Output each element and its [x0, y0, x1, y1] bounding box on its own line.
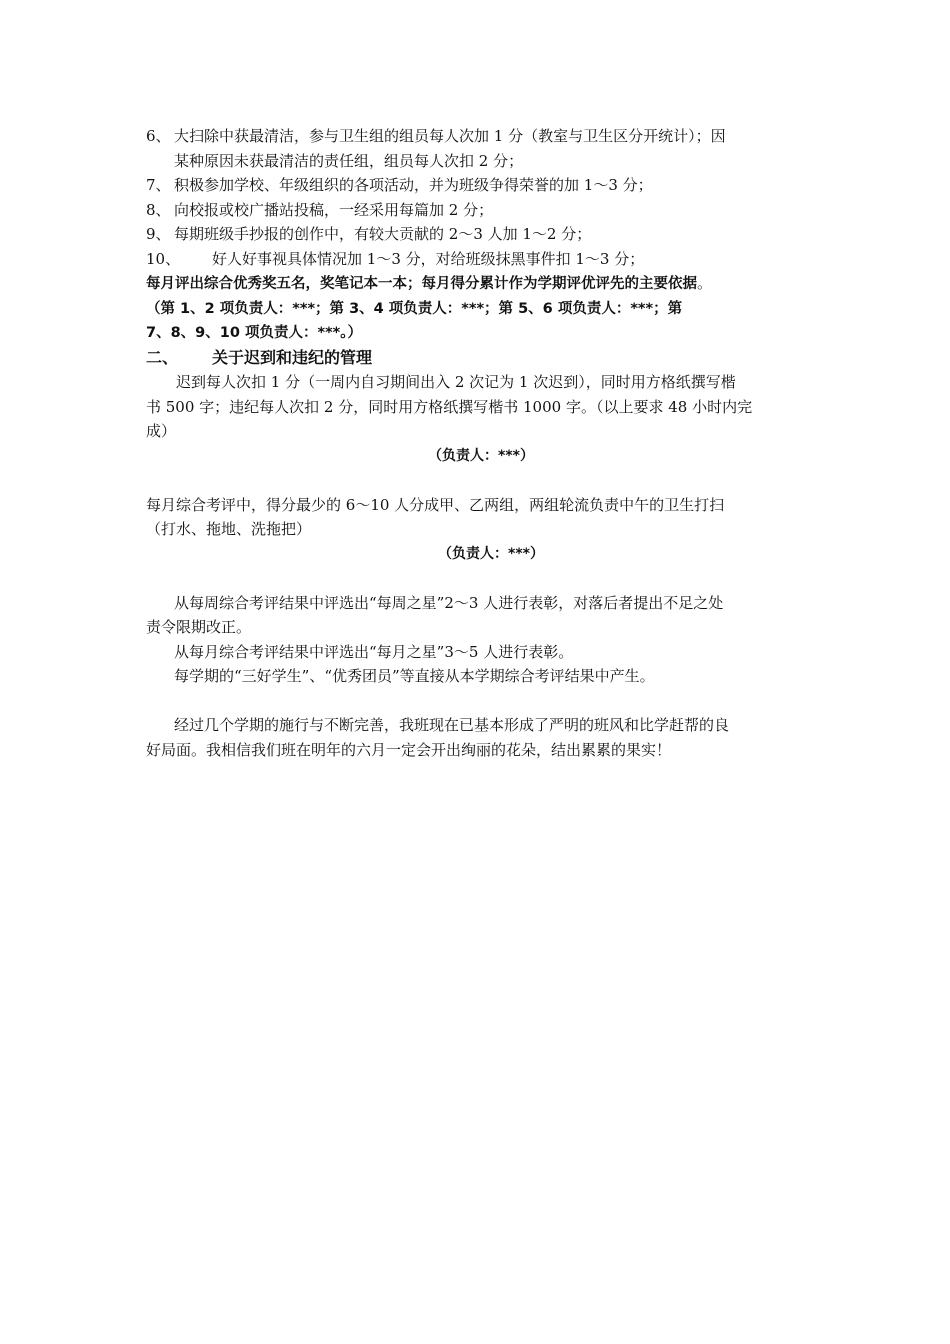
item-number: 7、	[146, 176, 171, 194]
late-paragraph-line-2: 书 500 字；违纪每人次扣 2 分，同时用方格纸撰写楷书 1000 字。（以上要求 48 小时内完	[146, 397, 753, 416]
spacer	[146, 689, 806, 714]
item-text: 积极参加学校、年级组织的各项活动，并为班级争得荣誉的加 1～3 分；	[174, 176, 653, 194]
list-item-10	[146, 247, 806, 272]
list-item-7	[146, 173, 806, 198]
closing-line-1: 经过几个学期的施行与不断完善，我班现在已基本形成了严明的班风和比学赶帮的良	[174, 716, 730, 734]
month-star-line: 从每月综合考评结果中评选出“每月之星”3～5 人进行表彰。	[174, 642, 574, 661]
list-item-9	[146, 222, 806, 247]
responsible-line-2: 7、8、9、10 项负责人：***。）	[146, 325, 362, 341]
semester-line: 每学期的“三好学生”、“优秀团员”等直接从本学期综合考评结果中产生。	[174, 667, 655, 685]
item-text: 大扫除中获最清洁，参与卫生组的组员每人次加 1 分（教室与卫生区分开统计）；因	[174, 127, 726, 145]
week-star-line-2: 责令限期改正。	[146, 618, 252, 636]
section-number: 二、	[146, 347, 179, 367]
late-paragraph-line-1: 迟到每人次扣 1 分（一周内自习期间出入 2 次记为 1 次迟到），同时用方格纸撰写楷	[176, 373, 736, 391]
item-number: 6、	[146, 127, 171, 145]
spacer	[146, 468, 806, 493]
award-text: 每月评出综合优秀奖五名，奖笔记本一本；每月得分累计作为学期评优评先的主要依据	[146, 276, 697, 292]
closing-line-2: 好局面。我相信我们班在明年的六月一定会开出绚丽的花朵，结出累累的果实！	[146, 740, 672, 759]
cleaning-paragraph-line-2: （打水、拖地、洗拖把）	[146, 520, 312, 538]
responsible-note-1: （负责人：***）	[428, 447, 534, 464]
item-number: 9、	[146, 225, 171, 243]
responsible-line-1: （第 1、2 项负责人：***；第 3、4 项负责人：***；第 5、6 项负责人：***；第	[146, 300, 683, 317]
item-number: 10、	[146, 249, 181, 268]
item-continuation: 某种原因未获最清洁的责任组，组员每人次扣 2 分；	[174, 151, 524, 170]
late-paragraph-line-3: 成）	[146, 422, 177, 440]
item-number: 8、	[146, 200, 171, 219]
award-end: 。	[697, 274, 713, 292]
responsible-note-2: （负责人：***）	[438, 545, 544, 562]
item-text: 向校报或校广播站投稿，一经采用每篇加 2 分；	[174, 200, 494, 219]
spacer	[146, 566, 806, 591]
list-item-6	[146, 124, 806, 149]
item-text: 好人好事视具体情况加 1～3 分，对给班级抹黑事件扣 1～3 分；	[212, 249, 645, 268]
cleaning-paragraph-line-1: 每月综合考评中，得分最少的 6～10 人分成甲、乙两组，两组轮流负责中午的卫生打扫	[146, 495, 725, 514]
section-title: 关于迟到和违纪的管理	[212, 347, 373, 367]
list-item-8	[146, 198, 806, 223]
document-page	[146, 124, 806, 762]
section-heading	[146, 346, 806, 371]
item-text: 每期班级手抄报的创作中，有较大贡献的 2～3 人加 1～2 分；	[174, 225, 592, 243]
week-star-line-1: 从每周综合考评结果中评选出“每周之星”2～3 人进行表彰，对落后者提出不足之处	[174, 593, 724, 612]
award-line	[146, 271, 806, 297]
